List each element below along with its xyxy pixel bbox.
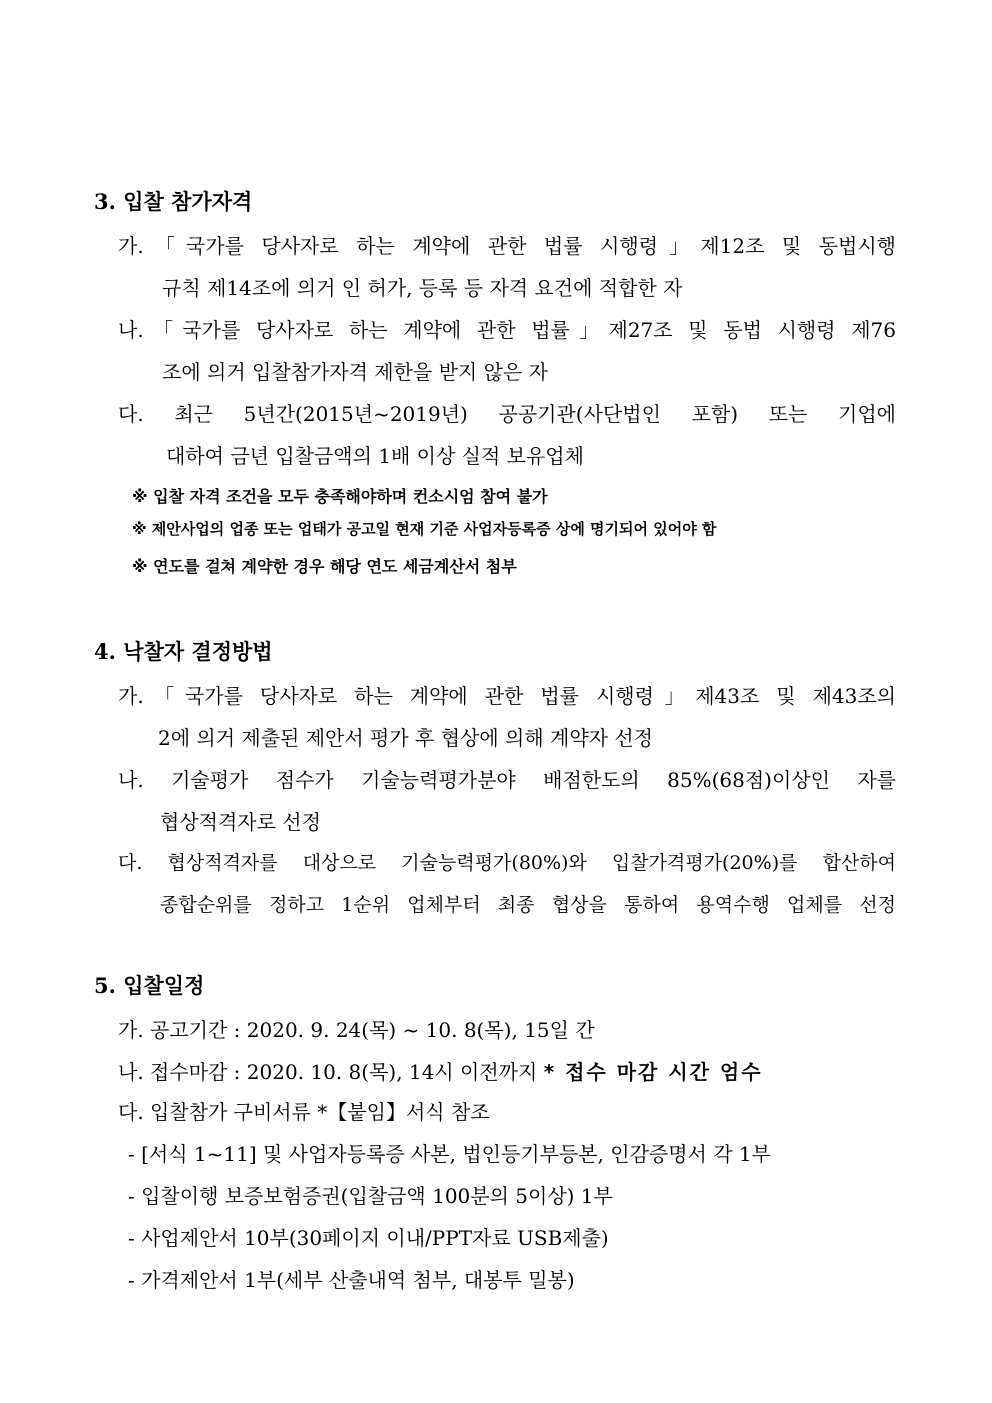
section-5-title: 5. 입찰일정 bbox=[94, 973, 205, 998]
document-list-item-4: - 가격제안서 1부(세부 산출내역 첨부, 대봉투 밀봉) bbox=[128, 1268, 575, 1292]
section-3-note-1: ※ 입찰 자격 조건을 모두 충족해야하며 컨소시엄 참여 불가 bbox=[132, 487, 548, 506]
section-3-item-da-line1: 다. 최근 5년간(2015년~2019년) 공공기관(사단법인 포함) 또는 기업에 bbox=[118, 402, 896, 426]
section-3-item-na-line1: 나.「국가를 당사자로 하는 계약에 관한 법률」제27조 및 동법 시행령 제76 bbox=[118, 318, 896, 342]
section-3-item-na-line2: 조에 의거 입찰참가자격 제한을 받지 않은 자 bbox=[162, 360, 548, 384]
section-4-title: 4. 낙찰자 결정방법 bbox=[94, 639, 273, 664]
section-4-item-na-line2: 협상적격자로 선정 bbox=[160, 810, 321, 834]
section-3-note-2: ※ 제안사업의 업종 또는 업태가 공고일 현재 기준 사업자등록증 상에 명기되어 있어야 함 bbox=[132, 520, 717, 538]
deadline-emphasis: * 접수 마감 시간 엄수 bbox=[543, 1060, 763, 1084]
section-3-item-ga-line1: 가.「국가를 당사자로 하는 계약에 관한 법률 시행령」제12조 및 동법시행 bbox=[118, 234, 896, 258]
section-4-item-da-line1: 다. 협상적격자를 대상으로 기술능력평가(80%)와 입찰가격평가(20%)를 합산하여 bbox=[118, 852, 896, 874]
section-5-item-ga: 가. 공고기간 : 2020. 9. 24(목) ~ 10. 8(목), 15일 간 bbox=[118, 1018, 595, 1042]
section-4-item-ga-line1: 가.「국가를 당사자로 하는 계약에 관한 법률 시행령」제43조 및 제43조의 bbox=[118, 684, 896, 708]
section-3-note-3: ※ 연도를 걸쳐 계약한 경우 해당 연도 세금계산서 첨부 bbox=[132, 557, 517, 576]
section-5-item-da: 다. 입찰참가 구비서류 *【붙임】서식 참조 bbox=[118, 1100, 490, 1124]
document-list-item-3: - 사업제안서 10부(30페이지 이내/PPT자료 USB제출) bbox=[128, 1226, 609, 1250]
section-3-item-ga-line2: 규칙 제14조에 의거 인 허가, 등록 등 자격 요건에 적합한 자 bbox=[162, 276, 683, 300]
section-4-item-ga-line2: 2에 의거 제출된 제안서 평가 후 협상에 의해 계약자 선정 bbox=[158, 726, 653, 750]
document-list-item-1: - [서식 1~11] 및 사업자등록증 사본, 법인등기부등본, 인감증명서 각 1부 bbox=[128, 1142, 771, 1166]
section-3-item-da-line2: 대하여 금년 입찰금액의 1배 이상 실적 보유업체 bbox=[166, 444, 584, 468]
section-4-item-na-line1: 나. 기술평가 점수가 기술능력평가분야 배점한도의 85%(68점)이상인 자를 bbox=[118, 768, 896, 792]
section-5-item-na-text: 나. 접수마감 : 2020. 10. 8(목), 14시 이전까지 bbox=[118, 1060, 538, 1084]
section-5-item-na bbox=[118, 1056, 763, 1085]
document-list-item-2: - 입찰이행 보증보험증권(입찰금액 100분의 5이상) 1부 bbox=[128, 1184, 613, 1208]
section-4-item-da-line2: 종합순위를 정하고 1순위 업체부터 최종 협상을 통하여 용역수행 업체를 선정 bbox=[160, 894, 896, 916]
section-3-title: 3. 입찰 참가자격 bbox=[94, 189, 253, 214]
